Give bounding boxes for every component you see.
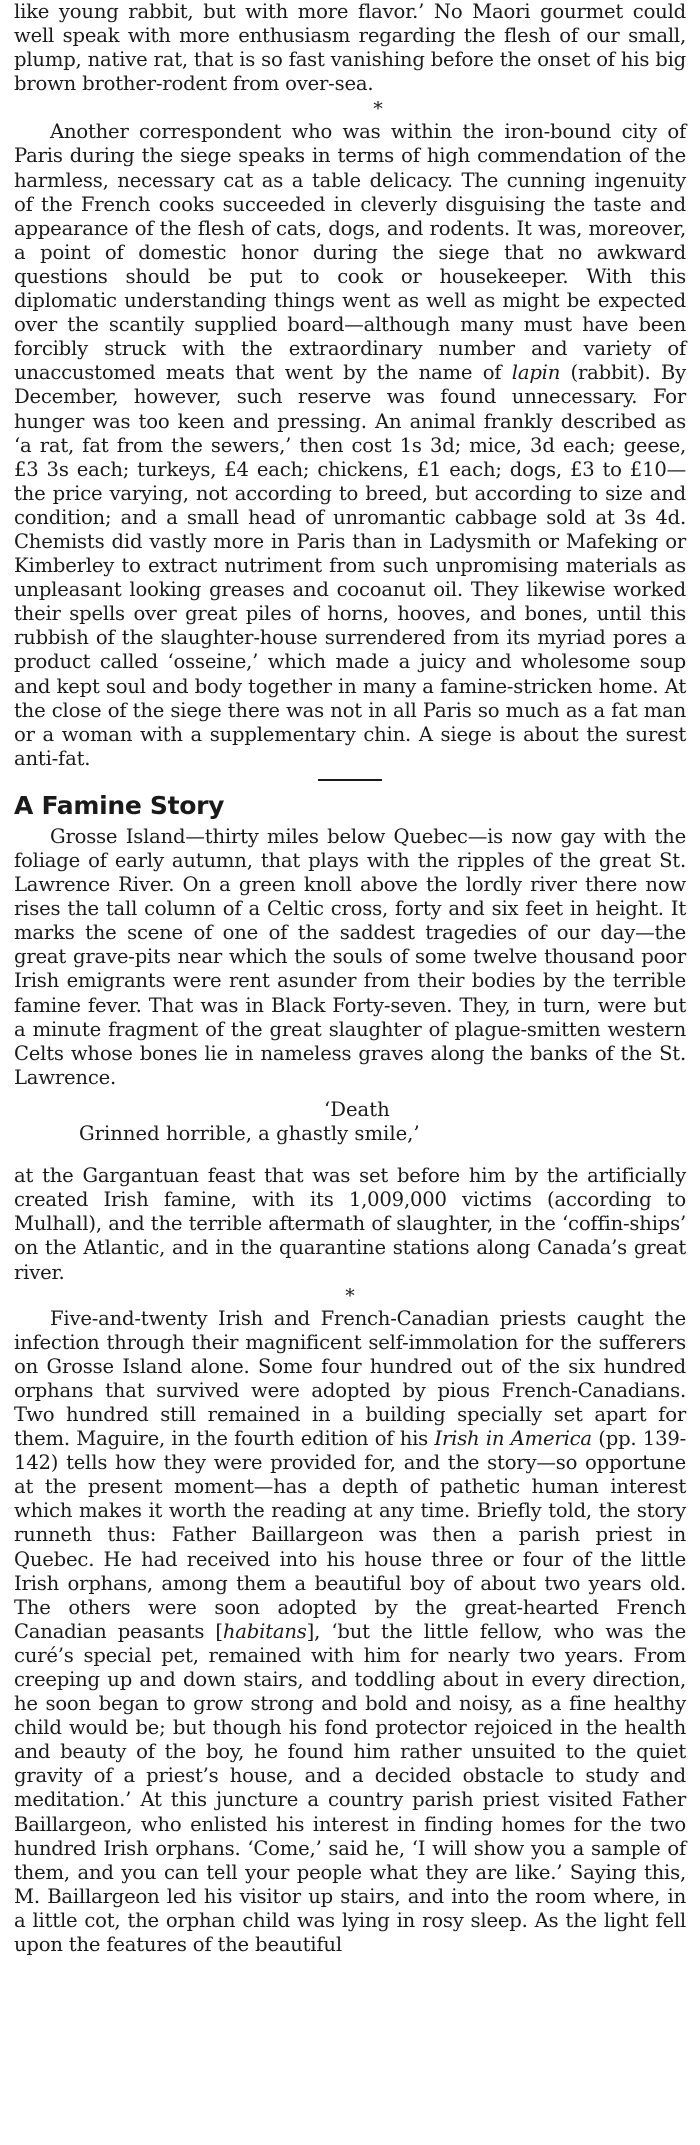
quote-line-2: Grinned horrible, a ghastly smile,’ [79,1122,420,1146]
section-separator-star: * [373,98,383,121]
section-heading: A Famine Story [14,790,225,820]
paragraph-siege-of-paris: Another correspondent who was within the iron-bound city of Paris during the siege speaks in terms of high commendation of the harmless, necessary cat as a table delicacy. The cunning ingenuity of the French cooks succeeded in cleverly disguising the taste and appearance of the flesh of cats, dogs, and rodents. It was, moreover, a point of domestic honor during the siege that no awkward questions should be put to cook or housekeeper. With this diplomatic understanding things went as well as might be expected over the scantily supplied board—although many must have been forcibly struck with the extraordinary number and variety of unaccustomed meats that went by the name of lapin (rabbit). By December, however, such reserve was found unnecessary. For hunger was too keen and pressing. An animal frankly described as ‘a rat, fat from the sewers,’ then cost 1s 3d; mice, 3d each; geese, £3 3s each; turkeys, £4 each; chickens, £1 each; dogs, £3 to £10—the price varying, not according to breed, but according to size and condition; and a small head of unromantic cabbage sold at 3s 4d. Chemists did vastly more in Paris than in Ladysmith or Mafeking or Kimberley to extract nutriment from such unpromising materials as unpleasant looking greases and cocoanut oil. They likewise worked their spells over great piles of horns, hooves, and bones, until this rubbish of the slaughter-house surrendered from its myriad pores a product called ‘osseine,’ which made a juicy and wholesome soup and kept soul and body together in many a famine-stricken home. At the close of the siege there was not in all Paris so much as a fat man or a woman with a supplementary chin. A siege is about the surest anti-fat. [14,120,686,770]
italic-habitans: habitans [222,1619,307,1643]
paragraph-priests-orphans: Five-and-twenty Irish and French-Canadian priests caught the infection through their magnificent self-immolation for the sufferers on Grosse Island alone. Some four hundred out of the six hundred orphans that survived were adopted by pious French-Canadians. Two hundred still remained in a building specially set apart for them. Maguire, in the fourth edition of his Irish in America (pp. 139-142) tells how they were provided for, and the story—so opportune at the present moment—has a depth of pathetic human interest which makes it worth the reading at any time. Briefly told, the story runneth thus: Father Baillargeon was then a parish priest in Quebec. He had received into his house three or four of the little Irish orphans, among them a beautiful boy of about two years old. The others were soon adopted by the great-hearted French Canadian peasants [habitans], ‘but the little fellow, who was the curé’s special pet, remained with him for nearly two years. From creeping up and down stairs, and toddling about in every direction, he soon began to grow strong and bold and noisy, as a fine healthy child would be; but though his fond protector rejoiced in the health and beauty of the boy, he found him rather unsuited to the quiet gravity of a priest’s house, and a decided obstacle to study and meditation.’ At this juncture a country parish priest visited Father Baillargeon, who enlisted his interest in finding homes for the two hundred Irish orphans. ‘Come,’ said he, ‘I will show you a sample of them, and you can tell your people what they are like.’ Saying this, M. Baillargeon led his visitor up stairs, and into the room where, in a little cot, the orphan child was lying in rosy sleep. As the light fell upon the features of the beautiful [14,1306,687,1957]
italic-lapin: lapin [511,361,561,385]
section-separator-star-2: * [345,1284,355,1307]
poetry-quotation [14,1098,686,1146]
section-divider-rule [318,779,382,781]
quote-line-1: ‘Death [324,1097,390,1121]
paragraph-gargantuan-feast: at the Gargantuan feast that was set before him by the artificially created Irish famine, with its 1,009,000 victims (according to Mulhall), and the terrible aftermath of slaughter, in the ‘coffin-ships’ on the Atlantic, and in the quarantine stations along Canada’s great river. [14,1164,686,1284]
italic-book-title: Irish in America [434,1427,592,1451]
paragraph-continued: like young rabbit, but with more flavor.’ No Maori gourmet could well speak with more enthusiasm regarding the flesh of our small, plump, native rat, that is so fast vanishing before the onset of his big brown brother-rodent from over-sea. [14,0,686,96]
paragraph-grosse-island: Grosse Island—thirty miles below Quebec—is now gay with the foliage of early autumn, that plays with the ripples of the great St. Lawrence River. On a green knoll above the lordly river there now rises the tall column of a Celtic cross, forty and six feet in height. It marks the scene of one of the saddest tragedies of our day—the great grave-pits near which the souls of some twelve thousand poor Irish emigrants were rent asunder from their bodies by the terrible famine fever. That was in Black Forty-seven. They, in turn, were but a minute fragment of the great slaughter of plague-smitten western Celts whose bones lie in nameless graves along the banks of the St. Lawrence. [14,824,686,1089]
